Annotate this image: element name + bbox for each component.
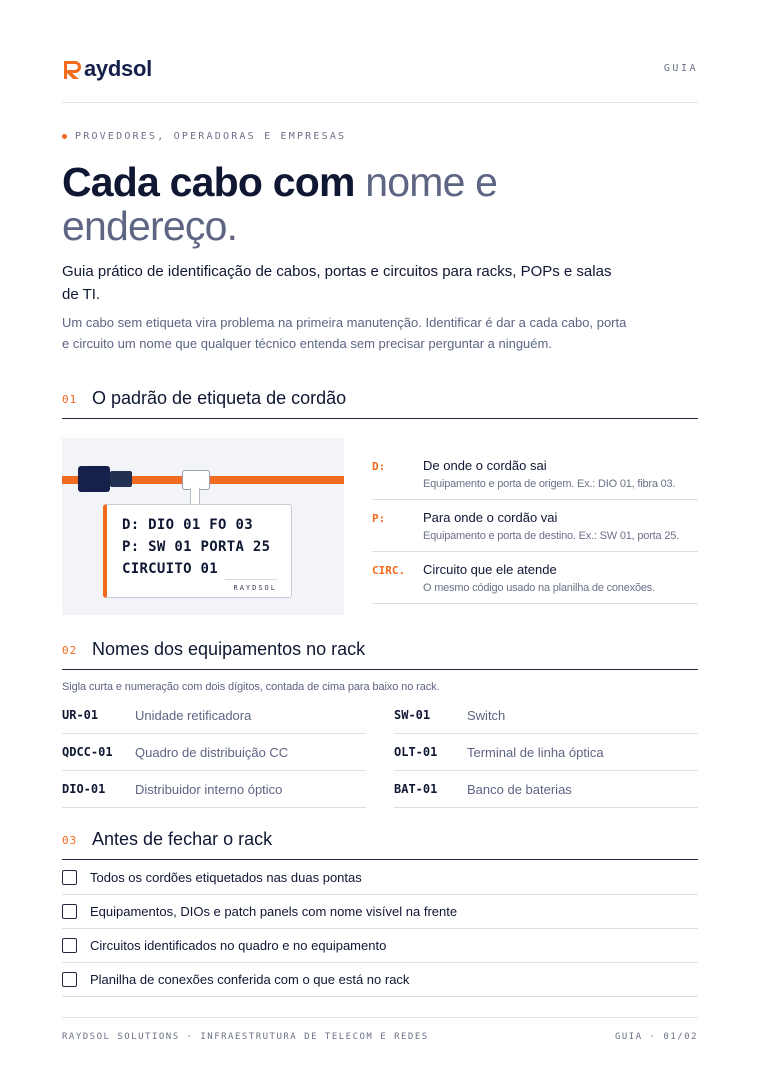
checklist-label: Todos os cordões etiquetados nas duas pontas [90, 870, 362, 885]
section-divider [62, 669, 698, 670]
title-light: nome e endereço. [62, 159, 498, 249]
cable-tag [103, 504, 292, 598]
logo-r-icon [62, 58, 84, 80]
tag-legend [372, 448, 698, 604]
equipment-name: Distribuidor interno óptico [135, 782, 283, 797]
cable-label-illustration [62, 438, 344, 615]
logo-text: aydsol [84, 56, 152, 81]
section-divider [62, 859, 698, 860]
equipment-name: Quadro de distribuição CC [135, 745, 289, 760]
tag-line-destination: P: SW 01 PORTA 25 [122, 539, 271, 555]
legend-row [372, 552, 698, 604]
intro-paragraph: Um cabo sem etiqueta vira problema na primeira manutenção. Identificar é dar a cada cabo, porta e circuito um nome que qualquer técnico entenda sem precisar perguntar a ninguém. [62, 315, 627, 351]
equipment-list-left [62, 697, 366, 808]
lead-paragraph: Guia prático de identificação de cabos, portas e circuitos para racks, POPs e salas de TI. [62, 263, 612, 303]
tag-line-origin: D: DIO 01 FO 03 [122, 517, 253, 533]
equipment-name: Unidade retificadora [135, 708, 252, 723]
orange-dot-icon [62, 134, 67, 139]
section-divider [62, 418, 698, 419]
legend-row [372, 500, 698, 552]
section-title: O padrão de etiqueta de cordão [92, 388, 347, 408]
section-number: 02 [62, 644, 78, 657]
eyebrow [62, 131, 346, 142]
header-divider [62, 102, 698, 103]
equipment-row [394, 697, 698, 734]
label-stem [190, 488, 200, 504]
equipment-row [62, 771, 366, 808]
checklist-item[interactable] [62, 895, 698, 929]
legend-description: Equipamento e porta de origem. Ex.: DIO 01, fibra 03. [423, 478, 676, 490]
page [62, 0, 698, 1074]
legend-description: O mesmo código usado na planilha de conexões. [423, 582, 655, 594]
section-number: 01 [62, 393, 78, 406]
checklist-label: Equipamentos, DIOs e patch panels com nome visível na frente [90, 904, 458, 919]
section-number: 03 [62, 834, 78, 847]
equipment-code: OLT-01 [394, 745, 438, 759]
checkbox[interactable] [62, 870, 77, 885]
legend-key: D: [372, 460, 386, 473]
legend-description: Equipamento e porta de destino. Ex.: SW 01, porta 25. [423, 530, 680, 542]
tag-brand: RAYDSOL [233, 584, 277, 592]
legend-title: Para onde o cordão vai [423, 510, 558, 525]
title-strong: Cada cabo com [62, 159, 355, 205]
equipment-row [62, 734, 366, 771]
equipment-code: DIO-01 [62, 782, 106, 796]
label-clip-icon [182, 470, 210, 490]
legend-key: CIRC. [372, 564, 406, 577]
checklist-item[interactable] [62, 861, 698, 895]
equipment-name: Terminal de linha óptica [467, 745, 604, 760]
eyebrow-text: PROVEDORES, OPERADORAS E EMPRESAS [75, 131, 347, 142]
naming-note: Sigla curta e numeração com dois dígitos, contada de cima para baixo no rack. [62, 681, 440, 693]
legend-key: P: [372, 512, 386, 525]
connector-boot-icon [110, 471, 132, 487]
checklist-item[interactable] [62, 929, 698, 963]
footer-page-number: GUIA · 01/02 [614, 1032, 698, 1042]
footer-company: RAYDSOL SOLUTIONS · INFRAESTRUTURA DE TELECOM E REDES [62, 1032, 429, 1042]
raydsol-logo [62, 55, 152, 83]
equipment-list-right [394, 697, 698, 808]
section-title: Antes de fechar o rack [92, 829, 273, 849]
checklist-item[interactable] [62, 963, 698, 997]
checklist-label: Circuitos identificados no quadro e no equipamento [90, 938, 387, 953]
checklist-label: Planilha de conexões conferida com o que está no rack [90, 972, 410, 987]
footer-divider [62, 1017, 698, 1018]
equipment-row [394, 771, 698, 808]
legend-row [372, 448, 698, 500]
equipment-name: Banco de baterias [467, 782, 572, 797]
checklist [62, 861, 698, 997]
section-title: Nomes dos equipamentos no rack [92, 639, 366, 659]
equipment-code: SW-01 [394, 708, 431, 722]
page-title [62, 160, 682, 248]
equipment-code: QDCC-01 [62, 745, 113, 759]
doc-type-label: GUIA [663, 63, 698, 74]
connector-icon [78, 466, 110, 492]
tag-brand-divider [225, 579, 277, 580]
equipment-row [394, 734, 698, 771]
checkbox[interactable] [62, 972, 77, 987]
tag-line-circuit: CIRCUITO 01 [122, 561, 219, 577]
equipment-code: BAT-01 [394, 782, 438, 796]
legend-title: Circuito que ele atende [423, 562, 557, 577]
checkbox[interactable] [62, 904, 77, 919]
equipment-row [62, 697, 366, 734]
equipment-code: UR-01 [62, 708, 99, 722]
equipment-name: Switch [467, 708, 506, 723]
legend-title: De onde o cordão sai [423, 458, 547, 473]
checkbox[interactable] [62, 938, 77, 953]
